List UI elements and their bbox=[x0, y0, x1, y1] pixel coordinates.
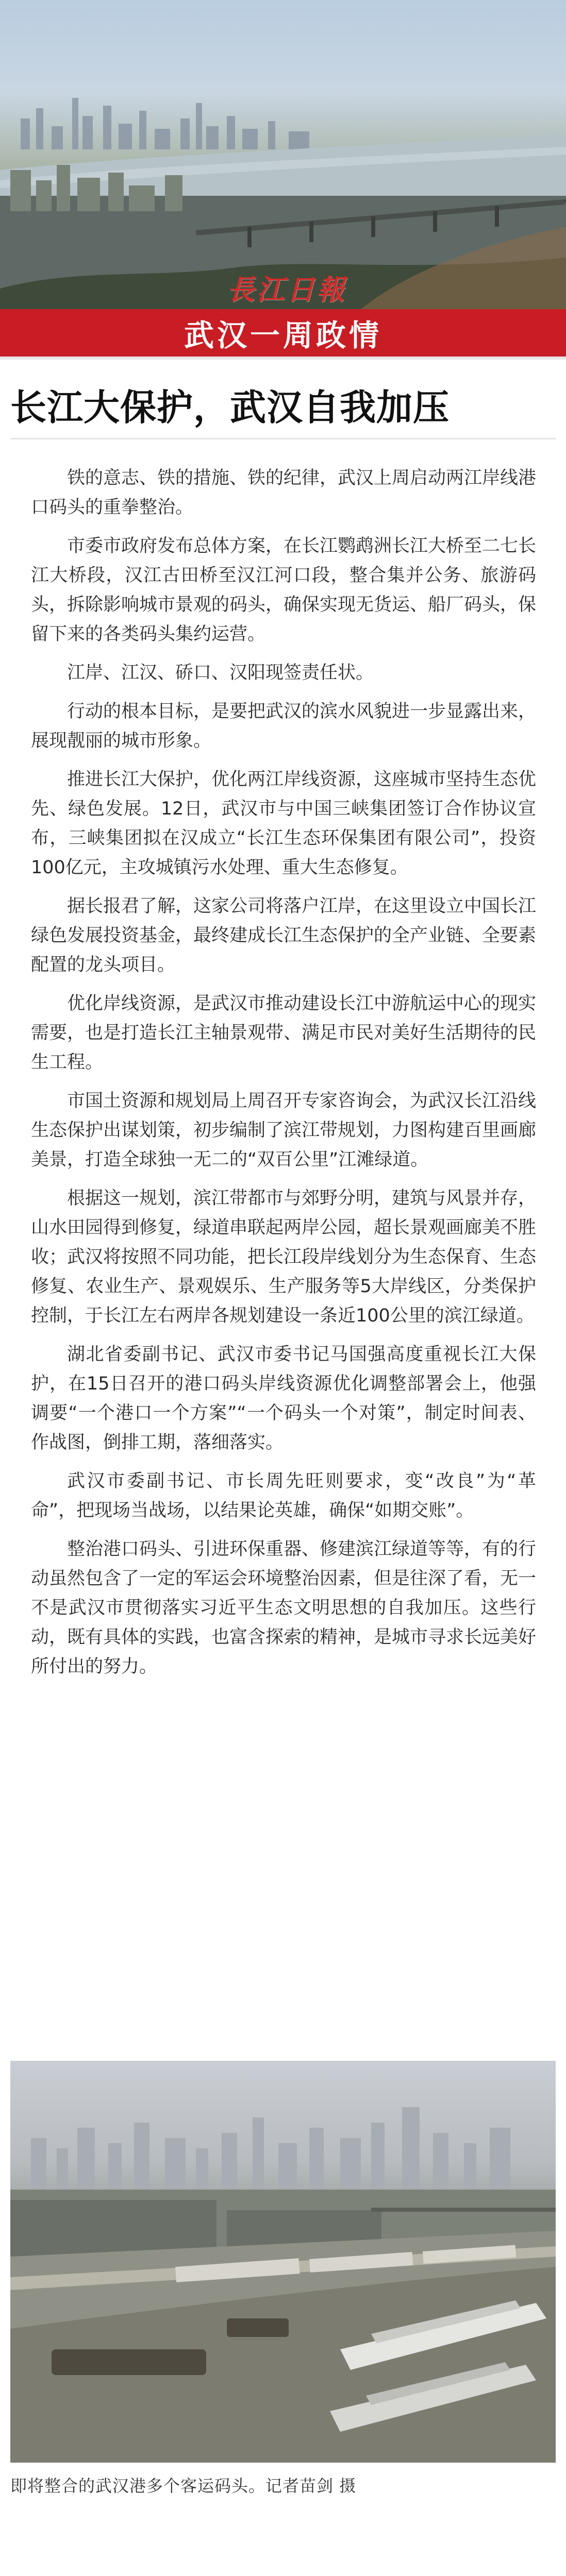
article-paragraph: 铁的意志、铁的措施、铁的纪律，武汉上周启动两江岸线港口码头的重拳整治。 bbox=[31, 468, 537, 518]
divider bbox=[0, 357, 566, 360]
section-title: 武汉一周政情 bbox=[184, 318, 382, 353]
port-illustration bbox=[10, 2061, 556, 2463]
article-paragraph: 推进长江大保护，优化两江岸线资源，这座城市坚持生态优先、绿色发展。12日，武汉市与中国三峡集团签订合作协议宣布，三峡集团拟在汉成立“长江生态环保集团有限公司”，投资100亿元，主攻城镇污水处理、重大生态修复。 bbox=[31, 769, 537, 878]
article-paragraph: 武汉市委副书记、市长周先旺则要求，变“改良”为“革命”，把现场当战场，以结果论英雄，确保“如期交账”。 bbox=[31, 1471, 536, 1521]
article-paragraph: 据长报君了解，这家公司将落户江岸，在这里设立中国长江绿色发展投资基金，最终建成长江生态保护的全产业链、全要素配置的龙头项目。 bbox=[31, 896, 537, 975]
port-aerial-photo bbox=[10, 2061, 556, 2463]
newspaper-brand-logo bbox=[139, 2573, 317, 2576]
article-paragraph: 湖北省委副书记、武汉市委书记马国强高度重视长江大保护，在15日召开的港口码头岸线资源优化调整部署会上，他强调要“一个港口一个方案”“一个码头一个对策”，制定时间表、作战图，倒排工期，落细落实。 bbox=[31, 1344, 536, 1453]
divider bbox=[10, 438, 556, 439]
article-headline: 长江大保护，武汉自我加压 bbox=[10, 386, 450, 429]
section-title-bar bbox=[0, 309, 566, 357]
article-body bbox=[31, 464, 536, 1691]
article-paragraph: 整治港口码头、引进环保重器、修建滨江绿道等等，有的行动虽然包含了一定的军运会环境整治因素，但是往深了看，无一不是武汉市贯彻落实习近平生态文明思想的自我加压。这些行动，既有具体的实践，也富含探索的精神，是城市寻求长远美好所付出的努力。 bbox=[31, 1539, 537, 1677]
newspaper-masthead-logo: 長江日報 bbox=[227, 273, 346, 306]
article-paragraph: 市委市政府发布总体方案，在长江鹦鹉洲长江大桥至二七长江大桥段，汉江古田桥至汉江河口段，整合集并公务、旅游码头，拆除影响城市景观的码头，确保实现无货运、船厂码头，保留下来的各类码头集约运营。 bbox=[31, 536, 537, 645]
article-paragraph: 行动的根本目标，是要把武汉的滨水风貌进一步显露出来，展现靓丽的城市形象。 bbox=[31, 701, 537, 751]
article-paragraph: 市国土资源和规划局上周召开专家咨询会，为武汉长江沿线生态保护出谋划策，初步编制了滨江带规划，力图构建百里画廊美景，打造全球独一无二的“双百公里”江滩绿道。 bbox=[31, 1091, 537, 1170]
header-banner-photo bbox=[0, 0, 566, 309]
city-skyline-illustration bbox=[0, 0, 566, 309]
article-paragraph: 江岸、江汉、硚口、汉阳现签责任状。 bbox=[67, 663, 374, 683]
article-paragraph: 根据这一规划，滨江带都市与郊野分明，建筑与风景并存，山水田园得到修复，绿道串联起两岸公园，超长景观画廊美不胜收；武汉将按照不同功能，把长江段岸线划分为生态保育、生态修复、农业生产、景观娱乐、生产服务等5大岸线区，分类保护控制，于长江左右两岸各规划建设一条近100公里的滨江绿道。 bbox=[31, 1188, 537, 1326]
article-paragraph: 优化岸线资源，是武汉市推动建设长江中游航运中心的现实需要，也是打造长江主轴景观带、满足市民对美好生活期待的民生工程。 bbox=[31, 993, 537, 1073]
photo-caption: 即将整合的武汉港多个客运码头。记者苗剑 摄 bbox=[10, 2476, 357, 2496]
